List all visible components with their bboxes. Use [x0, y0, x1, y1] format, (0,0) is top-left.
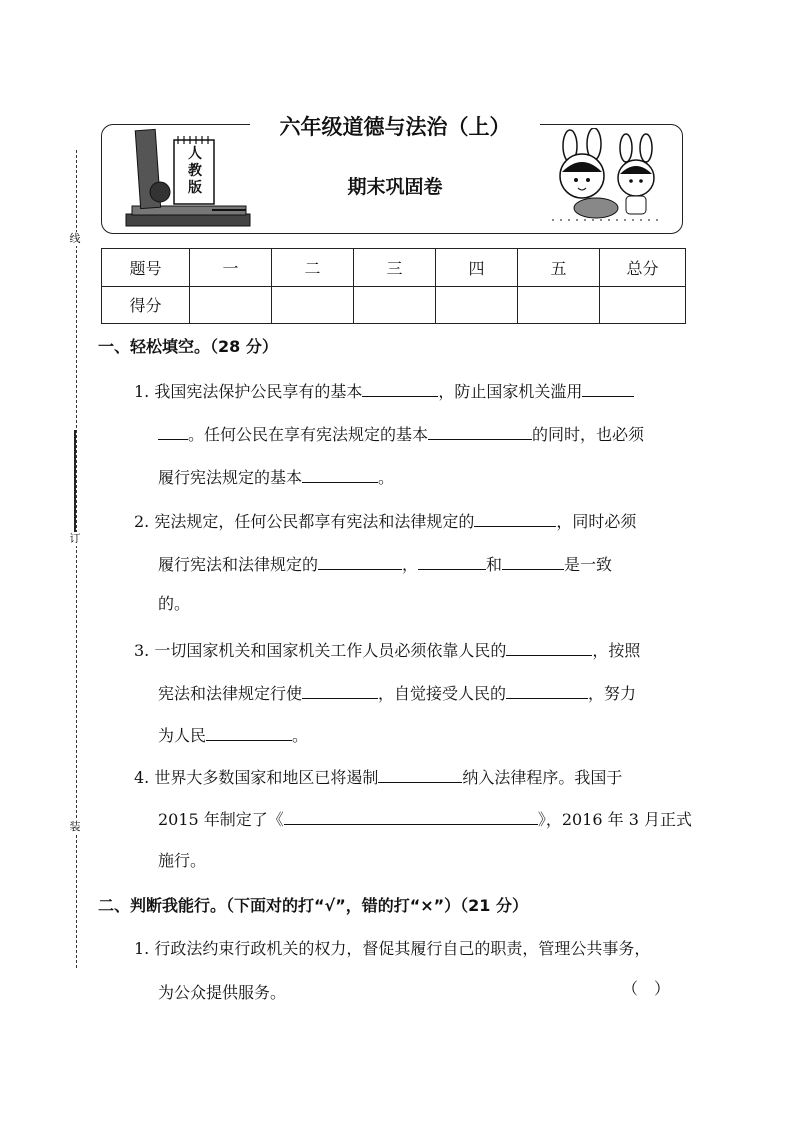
binding-solid-line: [74, 430, 76, 540]
q3-line2: 宪法和法律规定行使 ，自觉接受人民的 ，努力: [158, 680, 636, 705]
score-table: [101, 248, 686, 324]
margin-label-top: 线: [64, 232, 86, 246]
q3-line3: 为人民 。: [158, 722, 308, 747]
children-illustration: [548, 128, 666, 226]
q1-line1: 1. 我国宪法保护公民享有的基本 ，防止国家机关滥用: [134, 378, 634, 403]
header-cell-1: 一: [190, 249, 272, 287]
answer-blank[interactable]: [302, 464, 378, 483]
q4-line2: 2015 年制定了《 》，2016 年 3 月正式: [158, 806, 692, 831]
score-cell[interactable]: [190, 286, 272, 324]
score-row-label: 得分: [102, 286, 190, 324]
answer-blank[interactable]: [378, 764, 462, 783]
s2-q1-line2: 为公众提供服务。: [158, 983, 287, 1002]
score-table-header-row: [102, 249, 686, 287]
answer-blank[interactable]: [206, 722, 292, 741]
score-cell[interactable]: [436, 286, 518, 324]
score-cell-total[interactable]: [600, 286, 686, 324]
score-cell[interactable]: [272, 286, 354, 324]
page-title: 六年级道德与法治（上）: [250, 112, 540, 142]
header-cell-5: 五: [518, 249, 600, 287]
header-cell-3: 三: [354, 249, 436, 287]
q4-line1: 4. 世界大多数国家和地区已将遏制 纳入法律程序。我国于: [134, 764, 622, 789]
q2-line3: 的。: [158, 594, 191, 613]
answer-blank[interactable]: [318, 551, 402, 570]
margin-label-bottom: 装: [64, 820, 86, 834]
book-label: 人教版: [188, 146, 202, 196]
answer-blank[interactable]: [582, 378, 634, 397]
answer-blank[interactable]: [428, 421, 532, 440]
section1-title: 一、轻松填空。（28 分）: [98, 337, 278, 356]
answer-blank[interactable]: [474, 508, 556, 527]
answer-blank[interactable]: [502, 551, 564, 570]
s2-q1-line1: 1. 行政法约束行政机关的权力，督促其履行自己的职责，管理公共事务，: [134, 939, 651, 958]
score-cell[interactable]: [354, 286, 436, 324]
answer-blank[interactable]: [302, 680, 378, 699]
score-cell[interactable]: [518, 286, 600, 324]
q2-line1: 2. 宪法规定，任何公民都享有宪法和法律规定的 ，同时必须: [134, 508, 636, 533]
answer-blank[interactable]: [418, 551, 486, 570]
q4-line3: 施行。: [158, 851, 207, 870]
margin-label-middle: 订: [64, 532, 86, 546]
answer-blank[interactable]: [506, 637, 592, 656]
header-cell-total: 总分: [600, 249, 686, 287]
answer-blank[interactable]: [506, 680, 588, 699]
q3-line1: 3. 一切国家机关和国家机关工作人员必须依靠人民的 ，按照: [134, 637, 640, 662]
binding-dashed-line: [76, 150, 77, 968]
answer-parentheses[interactable]: （ ）: [622, 979, 671, 998]
q2-line2: 履行宪法和法律规定的 ， 和 是一致: [158, 551, 612, 576]
answer-blank[interactable]: [284, 806, 538, 825]
q1-line2: 。任何公民在享有宪法规定的基本 的同时，也必须: [158, 421, 644, 446]
header-cell-4: 四: [436, 249, 518, 287]
header-cell-2: 二: [272, 249, 354, 287]
score-table-score-row: [102, 286, 686, 324]
answer-blank[interactable]: [158, 421, 188, 440]
section2-title: 二、判断我能行。（下面对的打“√”，错的打“×”）（21 分）: [98, 896, 528, 915]
answer-blank[interactable]: [362, 378, 438, 397]
q1-line3: 履行宪法规定的基本 。: [158, 464, 394, 489]
header-cell-label: 题号: [102, 249, 190, 287]
page-subtitle: 期末巩固卷: [347, 176, 443, 198]
